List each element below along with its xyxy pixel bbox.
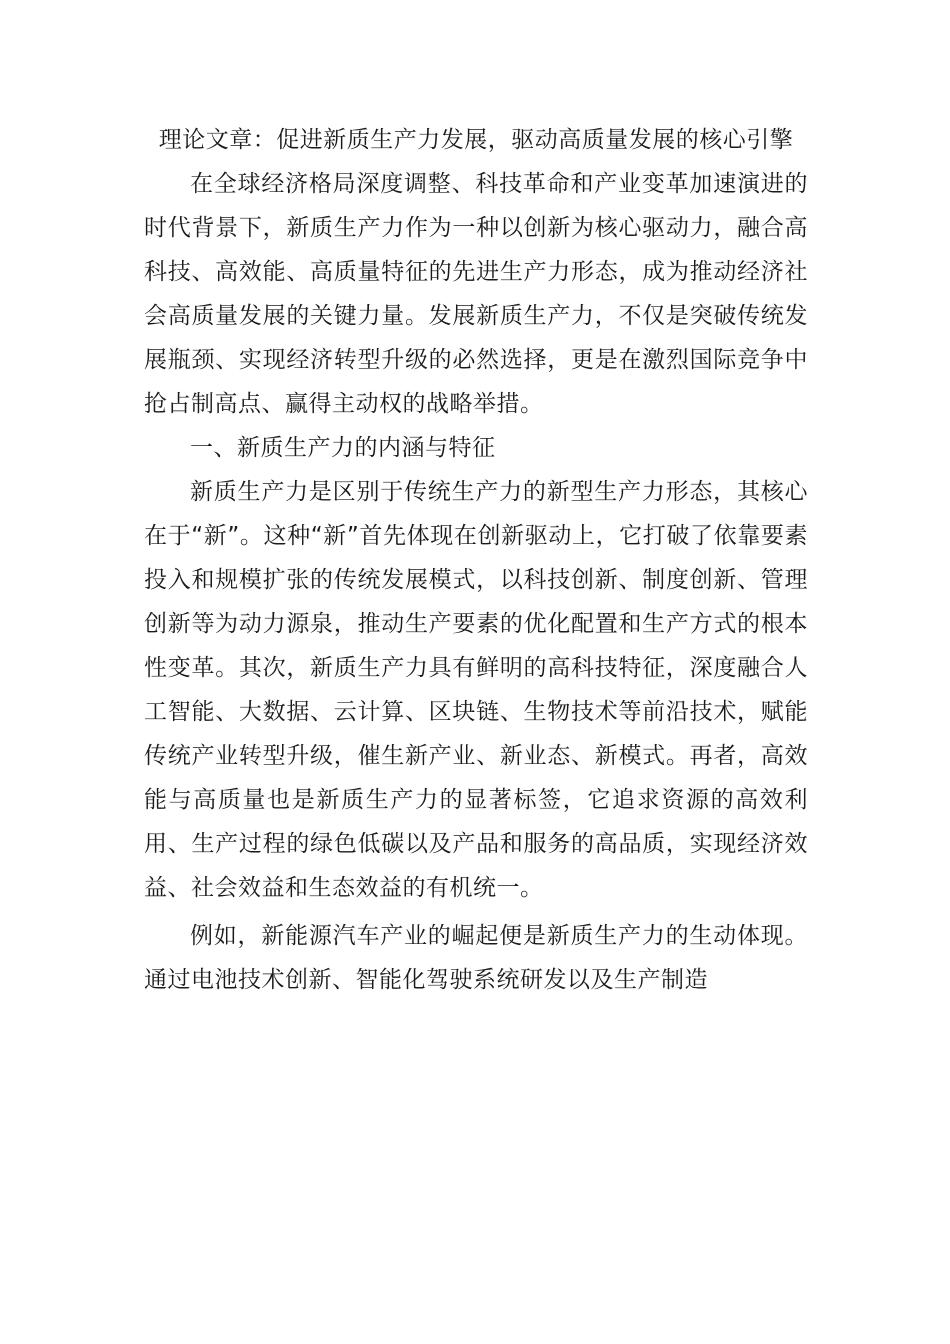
example-paragraph: 例如，新能源汽车产业的崛起便是新质生产力的生动体现。通过电池技术创新、智能化驾驶系统研发以及生产制造 bbox=[144, 923, 808, 993]
document-title: 理论文章：促进新质生产力发展，驱动高质量发展的核心引擎 bbox=[158, 127, 794, 153]
body-paragraph: 新质生产力是区别于传统生产力的新型生产力形态，其核心在于“新”。这种“新”首先体现在创新驱动上，它打破了依靠要素投入和规模扩张的传统发展模式，以科技创新、制度创新、管理创新等为动力源泉，推动生产要素的优化配置和生产方式的根本性变革。其次，新质生产力具有鲜明的高科技特征，深度融合人工智能、大数据、云计算、区块链、生物技术等前沿技术，赋能传统产业转型升级，催生新产业、新业态、新模式。再者，高效能与高质量也是新质生产力的显著标签，它追求资源的高效利用、生产过程的绿色低碳以及产品和服务的高品质，实现经济效益、社会效益和生态效益的有机统一。 bbox=[144, 479, 808, 901]
document-body bbox=[144, 118, 808, 1002]
intro-paragraph: 在全球经济格局深度调整、科技革命和产业变革加速演进的时代背景下，新质生产力作为一种以创新为核心驱动力，融合高科技、高效能、高质量特征的先进生产力形态，成为推动经济社会高质量发展的关键力量。发展新质生产力，不仅是突破传统发展瓶颈、实现经济转型升级的必然选择，更是在激烈国际竞争中抢占制高点、赢得主动权的战略举措。 bbox=[144, 171, 808, 417]
section-heading: 一、新质生产力的内涵与特征 bbox=[190, 435, 496, 461]
